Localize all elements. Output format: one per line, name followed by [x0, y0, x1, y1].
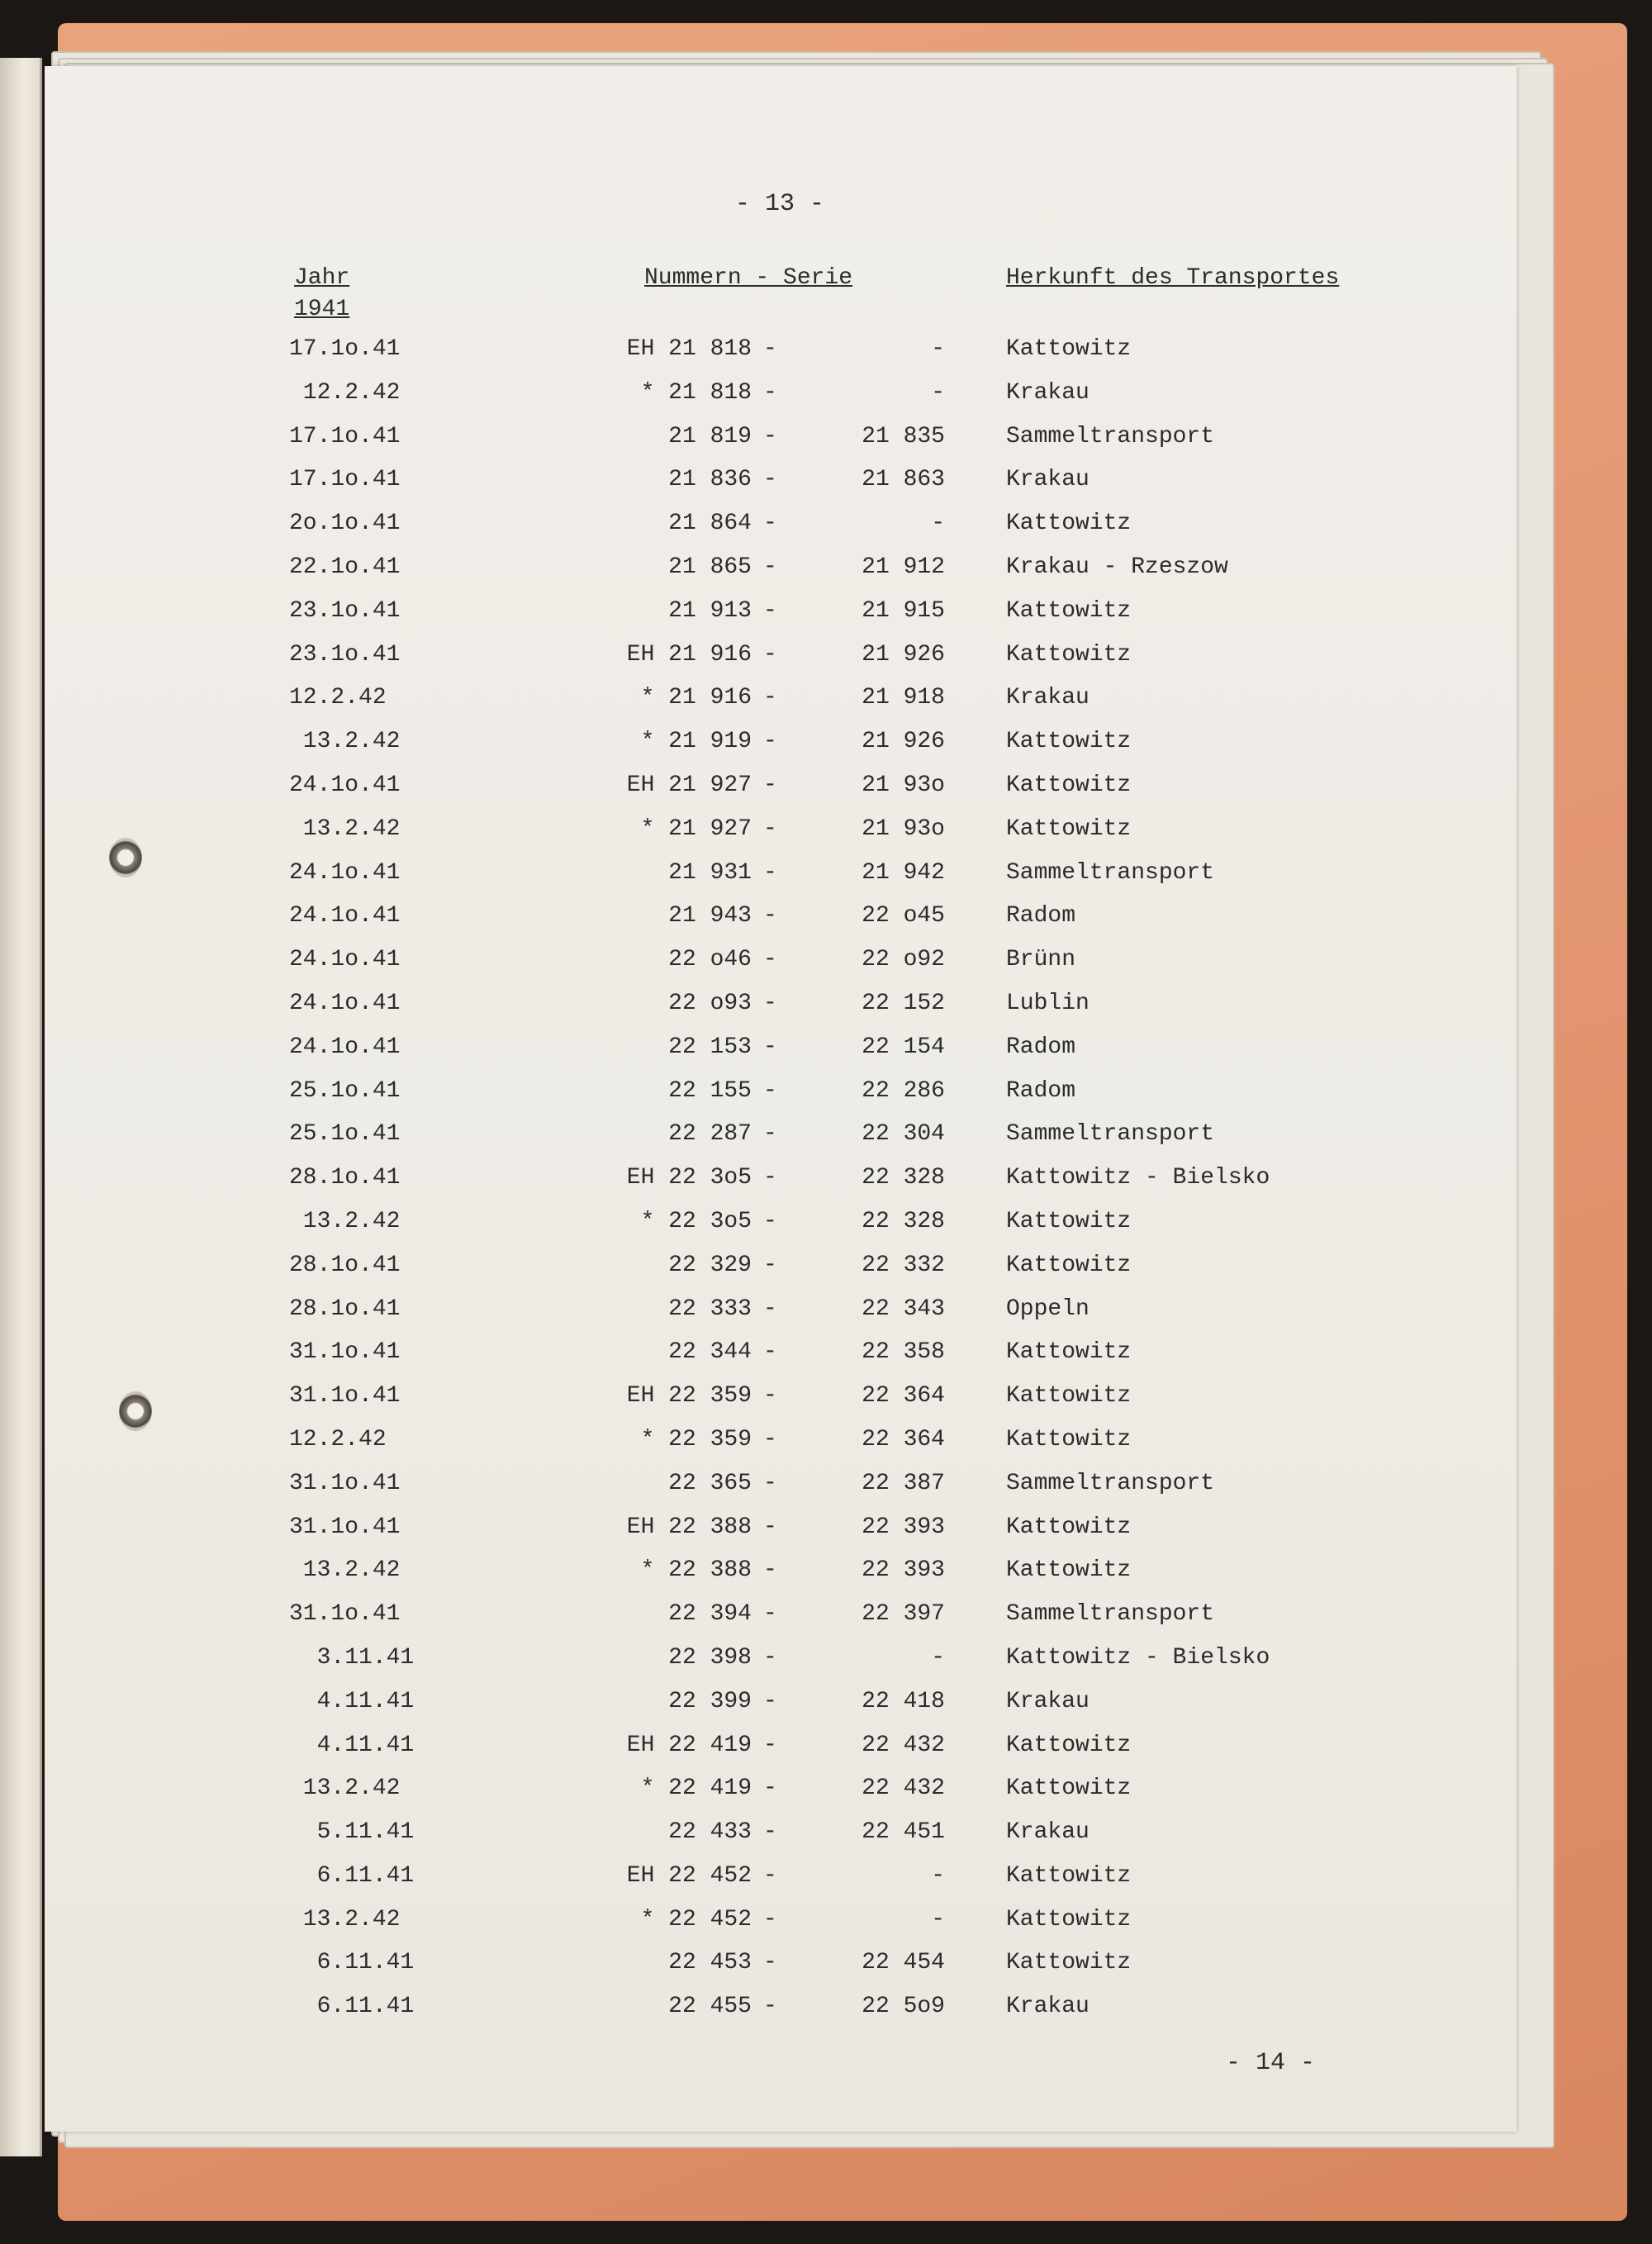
table-row — [45, 1688, 1517, 1732]
table-row — [45, 1426, 1517, 1470]
origin-cell: Radom — [1006, 1077, 1076, 1104]
series-start-cell: EH 22 3o5 — [626, 1165, 752, 1191]
table-row — [45, 1514, 1517, 1557]
series-end-cell: 21 915 — [862, 597, 945, 624]
origin-cell: Kattowitz — [1006, 1862, 1132, 1889]
table-row — [45, 1382, 1517, 1426]
origin-cell: Kattowitz - Bielsko — [1006, 1644, 1270, 1671]
origin-cell: Kattowitz — [1006, 511, 1132, 537]
header-year-value: 1941 — [294, 297, 350, 322]
table-row — [45, 1732, 1517, 1776]
series-start-cell: * 21 927 — [640, 815, 752, 842]
origin-cell: Kattowitz - Bielsko — [1006, 1165, 1270, 1191]
series-start-cell: EH 22 388 — [626, 1514, 752, 1540]
series-end-cell: 22 387 — [862, 1470, 945, 1496]
series-start-cell: 21 943 — [668, 903, 752, 929]
origin-cell: Oppeln — [1006, 1296, 1089, 1322]
table-row — [45, 1252, 1517, 1296]
origin-cell: Krakau — [1006, 685, 1089, 711]
origin-cell: Kattowitz — [1006, 1383, 1132, 1410]
range-dash: - — [763, 1252, 777, 1278]
range-dash: - — [763, 1950, 777, 1976]
series-start-cell: 22 o46 — [668, 947, 752, 973]
range-dash: - — [763, 947, 777, 973]
date-cell: 31.1o.41 — [289, 1601, 401, 1628]
series-end-cell: 21 863 — [862, 467, 945, 493]
series-end-cell: 21 918 — [862, 685, 945, 711]
date-cell: 13.2.42 — [289, 729, 401, 755]
date-cell: 28.1o.41 — [289, 1296, 401, 1322]
series-start-cell: 21 836 — [668, 467, 752, 493]
date-cell: 17.1o.41 — [289, 467, 401, 493]
table-row — [45, 815, 1517, 859]
origin-cell: Krakau — [1006, 1819, 1089, 1846]
table-row — [45, 1600, 1517, 1644]
series-start-cell: * 22 359 — [640, 1426, 752, 1452]
series-start-cell: 22 344 — [668, 1339, 752, 1366]
date-cell: 4.11.41 — [289, 1732, 415, 1758]
series-end-cell: 22 393 — [862, 1514, 945, 1540]
series-start-cell: 21 931 — [668, 859, 752, 886]
series-start-cell: 22 333 — [668, 1296, 752, 1322]
date-cell: 6.11.41 — [289, 1950, 415, 1976]
table-row — [45, 1470, 1517, 1514]
origin-cell: Kattowitz — [1006, 1514, 1132, 1540]
range-dash: - — [763, 1383, 777, 1410]
transport-table — [45, 335, 1517, 2037]
table-row — [45, 1120, 1517, 1164]
series-end-cell: - — [931, 511, 945, 537]
date-cell: 31.1o.41 — [289, 1470, 401, 1496]
series-start-cell: 21 913 — [668, 597, 752, 624]
range-dash: - — [763, 815, 777, 842]
table-row — [45, 1208, 1517, 1252]
origin-cell: Krakau — [1006, 467, 1089, 493]
date-cell: 24.1o.41 — [289, 947, 401, 973]
series-end-cell: - — [931, 379, 945, 406]
series-end-cell: 22 343 — [862, 1296, 945, 1322]
table-row — [45, 772, 1517, 815]
range-dash: - — [763, 1862, 777, 1889]
series-start-cell: * 22 419 — [640, 1776, 752, 1802]
table-row — [45, 466, 1517, 510]
header-origin: Herkunft des Transportes — [1006, 265, 1340, 291]
series-start-cell: 22 455 — [668, 1994, 752, 2020]
series-end-cell: 22 432 — [862, 1776, 945, 1802]
range-dash: - — [763, 641, 777, 668]
series-start-cell: 21 865 — [668, 554, 752, 580]
origin-cell: Kattowitz — [1006, 1950, 1132, 1976]
origin-cell: Kattowitz — [1006, 1252, 1132, 1278]
origin-cell: Kattowitz — [1006, 1776, 1132, 1802]
table-row — [45, 1775, 1517, 1818]
series-end-cell: - — [931, 1906, 945, 1933]
table-row — [45, 641, 1517, 685]
range-dash: - — [763, 1819, 777, 1846]
header-number-series: Nummern - Serie — [644, 265, 853, 291]
document-page — [45, 66, 1517, 2132]
origin-cell: Krakau - Rzeszow — [1006, 554, 1228, 580]
date-cell: 12.2.42 — [289, 379, 401, 406]
range-dash: - — [763, 1296, 777, 1322]
date-cell: 13.2.42 — [289, 1208, 401, 1234]
table-row — [45, 1338, 1517, 1382]
series-end-cell: 22 364 — [862, 1383, 945, 1410]
date-cell: 17.1o.41 — [289, 336, 401, 362]
next-page-number: - 14 - — [1226, 2049, 1316, 2077]
series-end-cell: 22 397 — [862, 1601, 945, 1628]
range-dash: - — [763, 1688, 777, 1714]
date-cell: 28.1o.41 — [289, 1165, 401, 1191]
table-row — [45, 423, 1517, 467]
series-start-cell: 22 399 — [668, 1688, 752, 1714]
origin-cell: Kattowitz — [1006, 1732, 1132, 1758]
date-cell: 24.1o.41 — [289, 903, 401, 929]
date-cell: 23.1o.41 — [289, 641, 401, 668]
table-row — [45, 1164, 1517, 1208]
table-row — [45, 1296, 1517, 1339]
range-dash: - — [763, 1994, 777, 2020]
range-dash: - — [763, 554, 777, 580]
table-row — [45, 902, 1517, 946]
origin-cell: Krakau — [1006, 1688, 1089, 1714]
series-end-cell: 21 926 — [862, 729, 945, 755]
series-end-cell: - — [931, 1644, 945, 1671]
series-start-cell: 22 153 — [668, 1034, 752, 1060]
date-cell: 28.1o.41 — [289, 1252, 401, 1278]
previous-page-edge — [0, 58, 42, 2156]
origin-cell: Kattowitz — [1006, 772, 1132, 798]
series-start-cell: 22 433 — [668, 1819, 752, 1846]
date-cell: 4.11.41 — [289, 1688, 415, 1714]
date-cell: 17.1o.41 — [289, 423, 401, 449]
table-row — [45, 554, 1517, 597]
range-dash: - — [763, 1165, 777, 1191]
date-cell: 13.2.42 — [289, 1906, 401, 1933]
origin-cell: Kattowitz — [1006, 1339, 1132, 1366]
range-dash: - — [763, 467, 777, 493]
origin-cell: Kattowitz — [1006, 1426, 1132, 1452]
series-end-cell: 22 328 — [862, 1208, 945, 1234]
page-number: - 13 - — [734, 190, 825, 218]
series-start-cell: * 21 818 — [640, 379, 752, 406]
origin-cell: Kattowitz — [1006, 1557, 1132, 1584]
date-cell: 5.11.41 — [289, 1819, 415, 1846]
series-start-cell: EH 21 818 — [626, 336, 752, 362]
date-cell: 24.1o.41 — [289, 990, 401, 1016]
series-start-cell: EH 22 419 — [626, 1732, 752, 1758]
range-dash: - — [763, 1426, 777, 1452]
range-dash: - — [763, 859, 777, 886]
range-dash: - — [763, 1034, 777, 1060]
origin-cell: Kattowitz — [1006, 815, 1132, 842]
series-end-cell: 22 o45 — [862, 903, 945, 929]
range-dash: - — [763, 990, 777, 1016]
date-cell: 31.1o.41 — [289, 1383, 401, 1410]
range-dash: - — [763, 1906, 777, 1933]
series-end-cell: 21 93o — [862, 815, 945, 842]
range-dash: - — [763, 379, 777, 406]
origin-cell: Kattowitz — [1006, 336, 1132, 362]
table-row — [45, 1818, 1517, 1862]
date-cell: 23.1o.41 — [289, 597, 401, 624]
date-cell: 31.1o.41 — [289, 1339, 401, 1366]
date-cell: 13.2.42 — [289, 1557, 401, 1584]
range-dash: - — [763, 903, 777, 929]
table-row — [45, 990, 1517, 1034]
date-cell: 25.1o.41 — [289, 1077, 401, 1104]
date-cell: 6.11.41 — [289, 1862, 415, 1889]
table-row — [45, 1557, 1517, 1600]
series-start-cell: 22 398 — [668, 1644, 752, 1671]
origin-cell: Kattowitz — [1006, 1208, 1132, 1234]
range-dash: - — [763, 1208, 777, 1234]
origin-cell: Radom — [1006, 903, 1076, 929]
series-start-cell: EH 22 359 — [626, 1383, 752, 1410]
table-row — [45, 684, 1517, 728]
range-dash: - — [763, 1514, 777, 1540]
range-dash: - — [763, 729, 777, 755]
table-row — [45, 1993, 1517, 2037]
range-dash: - — [763, 1776, 777, 1802]
range-dash: - — [763, 597, 777, 624]
series-start-cell: EH 21 916 — [626, 641, 752, 668]
date-cell: 13.2.42 — [289, 1776, 401, 1802]
origin-cell: Krakau — [1006, 379, 1089, 406]
origin-cell: Sammeltransport — [1006, 1470, 1215, 1496]
date-cell: 24.1o.41 — [289, 859, 401, 886]
origin-cell: Kattowitz — [1006, 729, 1132, 755]
series-end-cell: 21 912 — [862, 554, 945, 580]
range-dash: - — [763, 1339, 777, 1366]
series-end-cell: 22 286 — [862, 1077, 945, 1104]
series-end-cell: 22 152 — [862, 990, 945, 1016]
series-end-cell: 22 332 — [862, 1252, 945, 1278]
series-end-cell: 21 93o — [862, 772, 945, 798]
series-start-cell: EH 22 452 — [626, 1862, 752, 1889]
series-end-cell: 22 451 — [862, 1819, 945, 1846]
range-dash: - — [763, 1601, 777, 1628]
table-row — [45, 379, 1517, 423]
origin-cell: Sammeltransport — [1006, 1121, 1215, 1148]
date-cell: 25.1o.41 — [289, 1121, 401, 1148]
date-cell: 22.1o.41 — [289, 554, 401, 580]
table-row — [45, 1906, 1517, 1950]
series-end-cell: 21 926 — [862, 641, 945, 668]
table-row — [45, 1077, 1517, 1121]
series-end-cell: 22 358 — [862, 1339, 945, 1366]
origin-cell: Krakau — [1006, 1994, 1089, 2020]
range-dash: - — [763, 1732, 777, 1758]
table-row — [45, 1644, 1517, 1688]
series-start-cell: 22 o93 — [668, 990, 752, 1016]
range-dash: - — [763, 1121, 777, 1148]
series-end-cell: - — [931, 1862, 945, 1889]
origin-cell: Kattowitz — [1006, 1906, 1132, 1933]
series-start-cell: 22 155 — [668, 1077, 752, 1104]
date-cell: 13.2.42 — [289, 815, 401, 842]
series-end-cell: 21 942 — [862, 859, 945, 886]
table-row — [45, 1034, 1517, 1077]
origin-cell: Radom — [1006, 1034, 1076, 1060]
date-cell: 3.11.41 — [289, 1644, 415, 1671]
series-end-cell: 22 304 — [862, 1121, 945, 1148]
series-start-cell: * 21 916 — [640, 685, 752, 711]
table-row — [45, 597, 1517, 641]
date-cell: 2o.1o.41 — [289, 511, 401, 537]
date-cell: 31.1o.41 — [289, 1514, 401, 1540]
series-end-cell: 22 o92 — [862, 947, 945, 973]
series-start-cell: 21 819 — [668, 423, 752, 449]
header-year-label: Jahr — [294, 265, 350, 291]
series-start-cell: * 22 452 — [640, 1906, 752, 1933]
series-start-cell: * 21 919 — [640, 729, 752, 755]
date-cell: 6.11.41 — [289, 1994, 415, 2020]
series-end-cell: 22 393 — [862, 1557, 945, 1584]
series-end-cell: 21 835 — [862, 423, 945, 449]
series-end-cell: 22 418 — [862, 1688, 945, 1714]
table-row — [45, 859, 1517, 903]
origin-cell: Sammeltransport — [1006, 423, 1215, 449]
range-dash: - — [763, 1644, 777, 1671]
origin-cell: Kattowitz — [1006, 641, 1132, 668]
series-end-cell: 22 432 — [862, 1732, 945, 1758]
series-start-cell: 21 864 — [668, 511, 752, 537]
date-cell: 12.2.42 — [289, 1426, 387, 1452]
series-start-cell: 22 329 — [668, 1252, 752, 1278]
range-dash: - — [763, 1077, 777, 1104]
series-start-cell: 22 453 — [668, 1950, 752, 1976]
range-dash: - — [763, 511, 777, 537]
date-cell: 24.1o.41 — [289, 772, 401, 798]
range-dash: - — [763, 1557, 777, 1584]
date-cell: 12.2.42 — [289, 685, 387, 711]
date-cell: 24.1o.41 — [289, 1034, 401, 1060]
origin-cell: Lublin — [1006, 990, 1089, 1016]
range-dash: - — [763, 336, 777, 362]
series-start-cell: * 22 388 — [640, 1557, 752, 1584]
table-row — [45, 335, 1517, 379]
series-end-cell: 22 328 — [862, 1165, 945, 1191]
series-end-cell: 22 154 — [862, 1034, 945, 1060]
table-row — [45, 728, 1517, 772]
series-end-cell: 22 364 — [862, 1426, 945, 1452]
series-start-cell: EH 21 927 — [626, 772, 752, 798]
range-dash: - — [763, 1470, 777, 1496]
range-dash: - — [763, 685, 777, 711]
table-row — [45, 1949, 1517, 1993]
series-end-cell: - — [931, 336, 945, 362]
origin-cell: Brünn — [1006, 947, 1076, 973]
series-end-cell: 22 5o9 — [862, 1994, 945, 2020]
series-start-cell: 22 394 — [668, 1601, 752, 1628]
series-start-cell: 22 365 — [668, 1470, 752, 1496]
series-start-cell: 22 287 — [668, 1121, 752, 1148]
table-row — [45, 510, 1517, 554]
origin-cell: Kattowitz — [1006, 597, 1132, 624]
range-dash: - — [763, 423, 777, 449]
origin-cell: Sammeltransport — [1006, 859, 1215, 886]
origin-cell: Sammeltransport — [1006, 1601, 1215, 1628]
table-row — [45, 1862, 1517, 1906]
range-dash: - — [763, 772, 777, 798]
series-end-cell: 22 454 — [862, 1950, 945, 1976]
series-start-cell: * 22 3o5 — [640, 1208, 752, 1234]
table-row — [45, 946, 1517, 990]
